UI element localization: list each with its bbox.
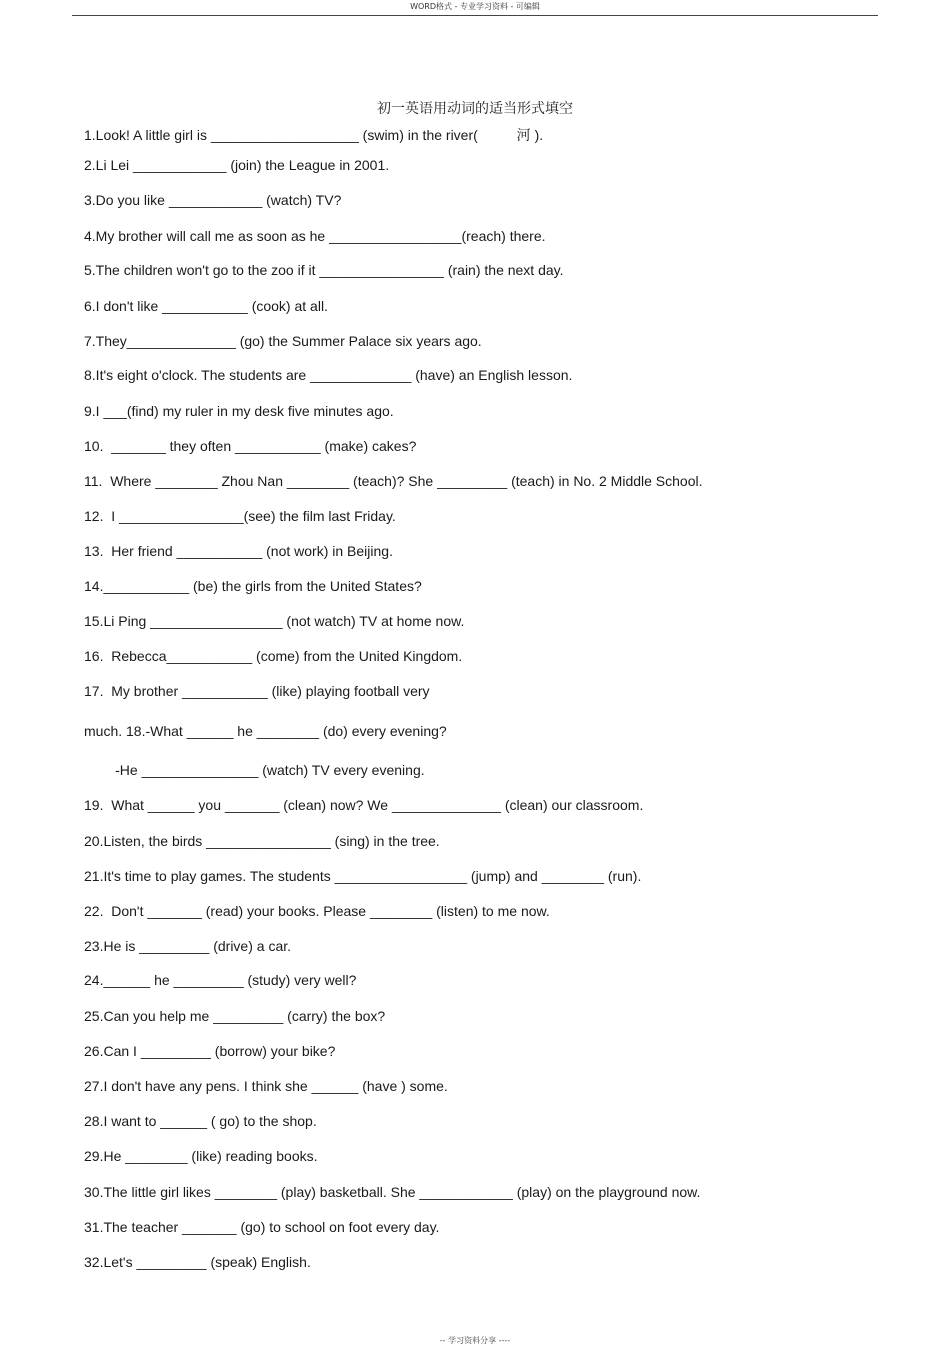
question-line-24: 24.______ he _________ (study) very well?: [84, 972, 357, 988]
question-line-11: 11. Where ________ Zhou Nan ________ (teach)? She _________ (teach) in No. 2 Middle School.: [84, 473, 703, 489]
question-line-26: 26.Can I _________ (borrow) your bike?: [84, 1043, 336, 1059]
question-line-19: 19. What ______ you _______ (clean) now? We ______________ (clean) our classroom.: [84, 797, 644, 813]
question-line-5: 5.The children won't go to the zoo if it ________________ (rain) the next day.: [84, 262, 564, 278]
question-line-28: 28.I want to ______ ( go) to the shop.: [84, 1113, 317, 1129]
question-line-25: 25.Can you help me _________ (carry) the box?: [84, 1008, 386, 1024]
question-line-27: 27.I don't have any pens. I think she ______ (have ) some.: [84, 1078, 448, 1094]
question-line-1: 1.Look! A little girl is ___________________ (swim) in the river( 河 ).: [84, 127, 544, 143]
page-footer-text: -- 学习资料分享 ----: [439, 1336, 511, 1345]
question-line-8: 8.It's eight o'clock. The students are _____________ (have) an English lesson.: [84, 367, 573, 383]
question-line-3: 3.Do you like ____________ (watch) TV?: [84, 192, 342, 208]
question-line-31: 31.The teacher _______ (go) to school on foot every day.: [84, 1219, 440, 1235]
question-line-14: 14.___________ (be) the girls from the United States?: [84, 578, 422, 594]
question-line-6: 6.I don't like ___________ (cook) at all.: [84, 298, 328, 314]
page-header-text: WORD格式 - 专业学习资料 - 可编辑: [410, 2, 540, 11]
question-line-18b: -He _______________ (watch) TV every evening.: [84, 762, 425, 778]
question-line-4: 4.My brother will call me as soon as he _________________(reach) there.: [84, 228, 546, 244]
question-line-29: 29.He ________ (like) reading books.: [84, 1148, 318, 1164]
question-line-7: 7.They______________ (go) the Summer Palace six years ago.: [84, 333, 482, 349]
question-line-17: 17. My brother ___________ (like) playing football very: [84, 683, 430, 699]
question-line-22: 22. Don't _______ (read) your books. Please ________ (listen) to me now.: [84, 903, 550, 919]
question-line-32: 32.Let's _________ (speak) English.: [84, 1254, 311, 1270]
question-line-16: 16. Rebecca___________ (come) from the United Kingdom.: [84, 648, 463, 664]
question-line-2: 2.Li Lei ____________ (join) the League in 2001.: [84, 157, 390, 173]
question-line-23: 23.He is _________ (drive) a car.: [84, 938, 292, 954]
question-line-15: 15.Li Ping _________________ (not watch) TV at home now.: [84, 613, 465, 629]
question-line-13: 13. Her friend ___________ (not work) in Beijing.: [84, 543, 393, 559]
question-line-12: 12. I ________________(see) the film last Friday.: [84, 508, 396, 524]
question-line-10: 10. _______ they often ___________ (make) cakes?: [84, 438, 417, 454]
document-title: 初一英语用动词的适当形式填空: [377, 101, 573, 117]
question-line-30: 30.The little girl likes ________ (play) basketball. She ____________ (play) on the playground now.: [84, 1184, 701, 1200]
question-line-9: 9.I ___(find) my ruler in my desk five minutes ago.: [84, 403, 394, 419]
header-divider: [72, 15, 878, 16]
question-line-18: much. 18.-What ______ he ________ (do) every evening?: [84, 723, 447, 739]
question-line-21: 21.It's time to play games. The students _________________ (jump) and ________ (run).: [84, 868, 642, 884]
question-line-20: 20.Listen, the birds ________________ (sing) in the tree.: [84, 833, 440, 849]
